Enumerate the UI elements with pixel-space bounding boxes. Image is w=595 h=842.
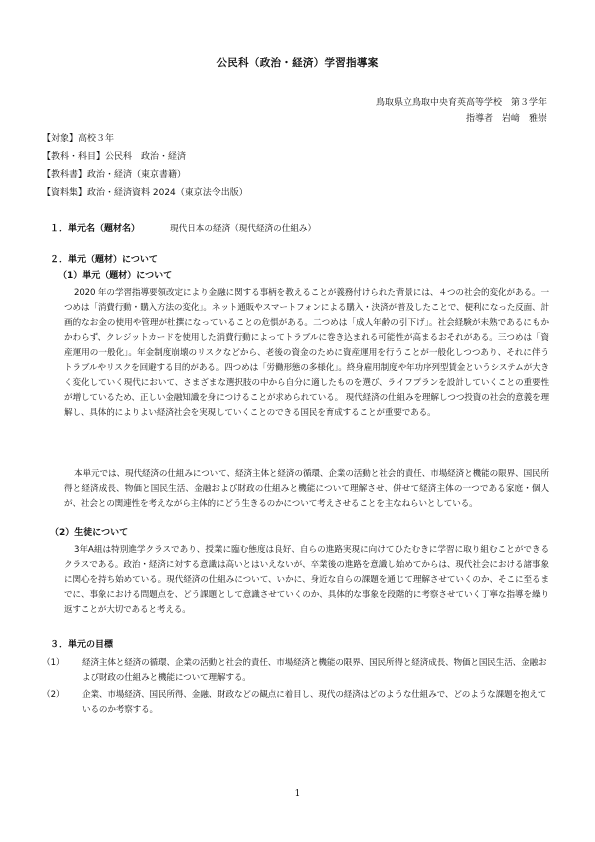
teacher-name: 指導者 岩﨑 雅崇 (465, 114, 547, 124)
meta-textbook: 【教科書】政治・経済（東京書籍） (42, 170, 187, 180)
section1-content: 現代日本の経済（現代経済の仕組み） (170, 224, 317, 234)
goal-item (42, 656, 552, 686)
page-number: 1 (294, 789, 301, 799)
section2-subheading-unit: （1）単元（題材）について (58, 271, 173, 281)
paragraph-students: 3年A組は特別進学クラスであり、授業に臨む態度は良好、自らの進路実現に向けてひたむきに学習に取り組むことができるクラスである。政治・経済に対する意識は高いとはいえないが、卒業後の進路を意識し始めてからは、現代社会における諸事象に関心を持ち始めている。現代経済の仕組みについて、いかに、身近な自らの課題を通じて理解させていくのか、そこに至るまでに、事象における問題点を、どう課題として意識させていくのか、具体的な事象を段階的に考察させていく丁寧な指導を繰り返すことが大切であると考える。 (64, 545, 549, 615)
section2-heading: ２．単元（題材）について (50, 255, 158, 265)
goal-number: （1） (42, 658, 65, 668)
goal-text: 経済主体と経済の循環、企業の活動と社会的責任、市場経済と機能の限界、国民所得と経済成長、物価と国民生活、金融および財政の仕組みと機能について理解する。 (82, 658, 547, 683)
section2-subheading-students: （2）生徒について (50, 528, 129, 538)
document-title: 公民科（政治・経済）学習指導案 (216, 57, 379, 69)
paragraph-unit-aims: 本単元では、現代経済の仕組みについて、経済主体と経済の循環、企業の活動と社会的責任、市場経済と機能の限界、国民所得と経済成長、物価と国民生活、金融および財政の仕組みと機能について理解させ、併せて経済主体の一つである家庭・個人が、社会との関連性を考えながら主体的にどう生きるのかについて考えさせることを主なねらいとしている。 (64, 469, 549, 509)
section3-heading: ３．単元の目標 (50, 640, 114, 650)
paragraph-unit-background: 2020 年の学習指導要領改定により金融に関する事柄を教えることが義務付けられた背景には、４つの社会的変化がある。一つめは「消費行動・購入方法の変化」。ネット通販やスマートフォンによる購入・決済が普及したことで、便利になった反面、計画的なお金の使用や管理が杜撰になっていることの危惧がある。二つめは「成人年齢の引下げ」。社会経験が未熟であるにもかかわらず、クレジットカードを使用した消費行動によってトラブルに巻き込まれる可能性が高まるおそれがある。三つめは「資産運用の一般化」。年金制度崩壊のリスクなどから、老後の資金のために資産運用を行うことが一般化しつつあり、それに伴うトラブルやリスクを回避する目的がある。四つめは「労働形態の多様化」。終身雇用制度や年功序列型賃金というシステムが大きく変化していく現代において、さまざまな選択肢の中から自分に適したものを選び、ライフプランを設計していくことの重要性が増しているため、正しい金融知識を身につけることが求められている。 現代経済の仕組みを理解しつつ投資の社会的意義を理解し、具体的によりよい経済社会を実現していくことのできる国民を育成することが重要である。 (64, 288, 549, 418)
meta-target: 【対象】高校３年 (42, 134, 115, 144)
section1-heading: １．単元名（題材名） (50, 224, 141, 234)
meta-materials: 【資料集】政治・経済資料 2024（東京法令出版） (42, 188, 248, 198)
goal-text: 企業、市場経済、国民所得、金融、財政などの観点に着目し、現代の経済はどのような仕組みで、どのような課題を抱えているのか考察する。 (82, 690, 547, 715)
goal-item (42, 688, 552, 718)
goal-number: （2） (42, 690, 65, 700)
meta-subject: 【教科・科目】公民科 政治・経済 (42, 152, 187, 162)
school-name: 鳥取県立鳥取中央育英高等学校 第３学年 (375, 98, 547, 108)
